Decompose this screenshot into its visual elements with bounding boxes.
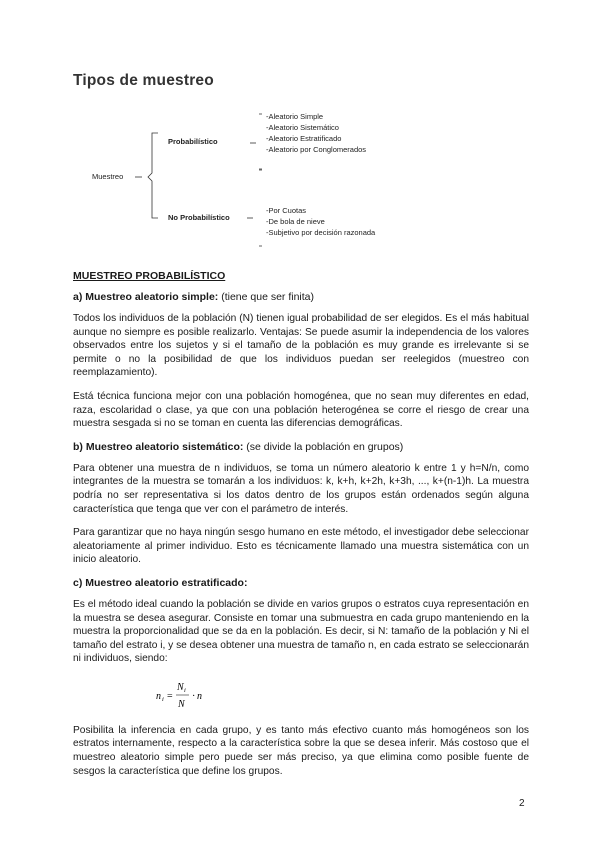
diagram-item: -Aleatorio Sistemático xyxy=(266,123,339,132)
formula-num-sub: i xyxy=(184,686,186,694)
diagram-item: -Aleatorio Simple xyxy=(266,112,324,121)
diagram-item: -De bola de nieve xyxy=(266,217,325,226)
paragraph: Está técnica funciona mejor con una población homogénea, que no sean muy diferentes en edad, raza, escolaridad o clase, ya que con una población heterogénea se corre el riesgo de crear una muestra sesgada si no se toman en cuenta las diferencias demográficas. xyxy=(73,390,529,430)
paragraph: Posibilita la inferencia en cada grupo, y es tanto más efectivo cuanto más homogéneos son los estratos internamente, respecto a la característica sobre la que se desea inferir. Más costoso que el muestreo aleatorio simple pero puede ser más preciso, ya que elimina como posible fuente de sesgos la característica que define los grupos. xyxy=(73,724,529,777)
subsection-a-note: (tiene que ser finita) xyxy=(218,291,315,303)
subsection-b-title: b) Muestreo aleatorio sistemático: xyxy=(73,440,244,453)
formula-den: N xyxy=(178,698,185,710)
sampling-types-diagram xyxy=(0,100,600,250)
subsection-c-title: c) Muestreo aleatorio estratificado: xyxy=(73,576,248,589)
page-number: 2 xyxy=(519,798,525,809)
paragraph: Todos los individuos de la población (N) tienen igual probabilidad de ser elegidos. Es el más habitual aunque no siempre es posible realizarlo. Ventajas: Se puede asumir la independencia de los valores observados entre los sujetos y si el tamaño de la población es muy grande es irrelevante si se permite o no la posibilidad de que los individuos puedan ser reelegidos (muestreo con reemplazamiento). xyxy=(73,313,529,379)
subsection-c-heading xyxy=(73,577,529,589)
subsection-a-title: a) Muestreo aleatorio simple: xyxy=(73,291,219,303)
diagram-item: -Subjetivo por decisión razonada xyxy=(266,228,376,237)
subsection-b-note: (se divide la población en grupos) xyxy=(243,440,404,453)
subsection-b-heading xyxy=(73,441,529,453)
diagram-root-label: Muestreo xyxy=(92,172,124,181)
document-body xyxy=(73,270,529,788)
formula-mul: · xyxy=(192,690,196,702)
paragraph: Para garantizar que no haya ningún sesgo humano en este método, el investigador debe seleccionar aleatoriamente al primer individuo. Esto es técnicamente llamado una muestra sistemática con un inicio aleatorio. xyxy=(73,527,529,566)
section-heading: MUESTREO PROBABILÍSTICO xyxy=(73,270,226,282)
formula-graphic xyxy=(156,678,226,714)
paragraph: Es el método ideal cuando la población se divide en varios grupos o estratos cuya representación en la muestra se desea asegurar. Consiste en tomar una submuestra en cada grupo manteniendo en la muestra la proporcionalidad que se da en la población. Es decir, si N: tamaño de la población y Ni el tamaño del estrato i, y se desea obtener una muestra de tamaño n, en cada estrato se seleccionarán ni individuos, siendo: xyxy=(73,598,529,665)
formula-lhs: n xyxy=(156,690,161,702)
formula-num: N xyxy=(177,681,184,693)
diagram-item: -Aleatorio por Conglomerados xyxy=(266,145,367,154)
formula-eq: = xyxy=(167,690,173,702)
stratified-formula xyxy=(73,676,529,716)
page-title: Tipos de muestreo xyxy=(73,72,214,89)
diagram-branch-probabilistico: Probabilístico xyxy=(168,137,218,146)
diagram-item: -Por Cuotas xyxy=(266,206,307,215)
formula-lhs-sub: i xyxy=(162,695,164,703)
formula-rhs: n xyxy=(197,690,202,702)
diagram-item: -Aleatorio Estratificado xyxy=(266,134,342,143)
paragraph: Para obtener una muestra de n individuos, se toma un número aleatorio k entre 1 y h=N/n, como integrantes de la muestra se tomarán a los individuos: k, k+h, k+2h, k+3h, ..., k+(n-1)h. La muestra podría no ser representativa si los datos dentro de los grupos están ordenados según alguna característica que tenga que ver con el parámetro de interés. xyxy=(73,462,529,515)
subsection-a-heading xyxy=(73,291,529,303)
diagram-branch-no-probabilistico: No Probabilístico xyxy=(168,213,230,222)
